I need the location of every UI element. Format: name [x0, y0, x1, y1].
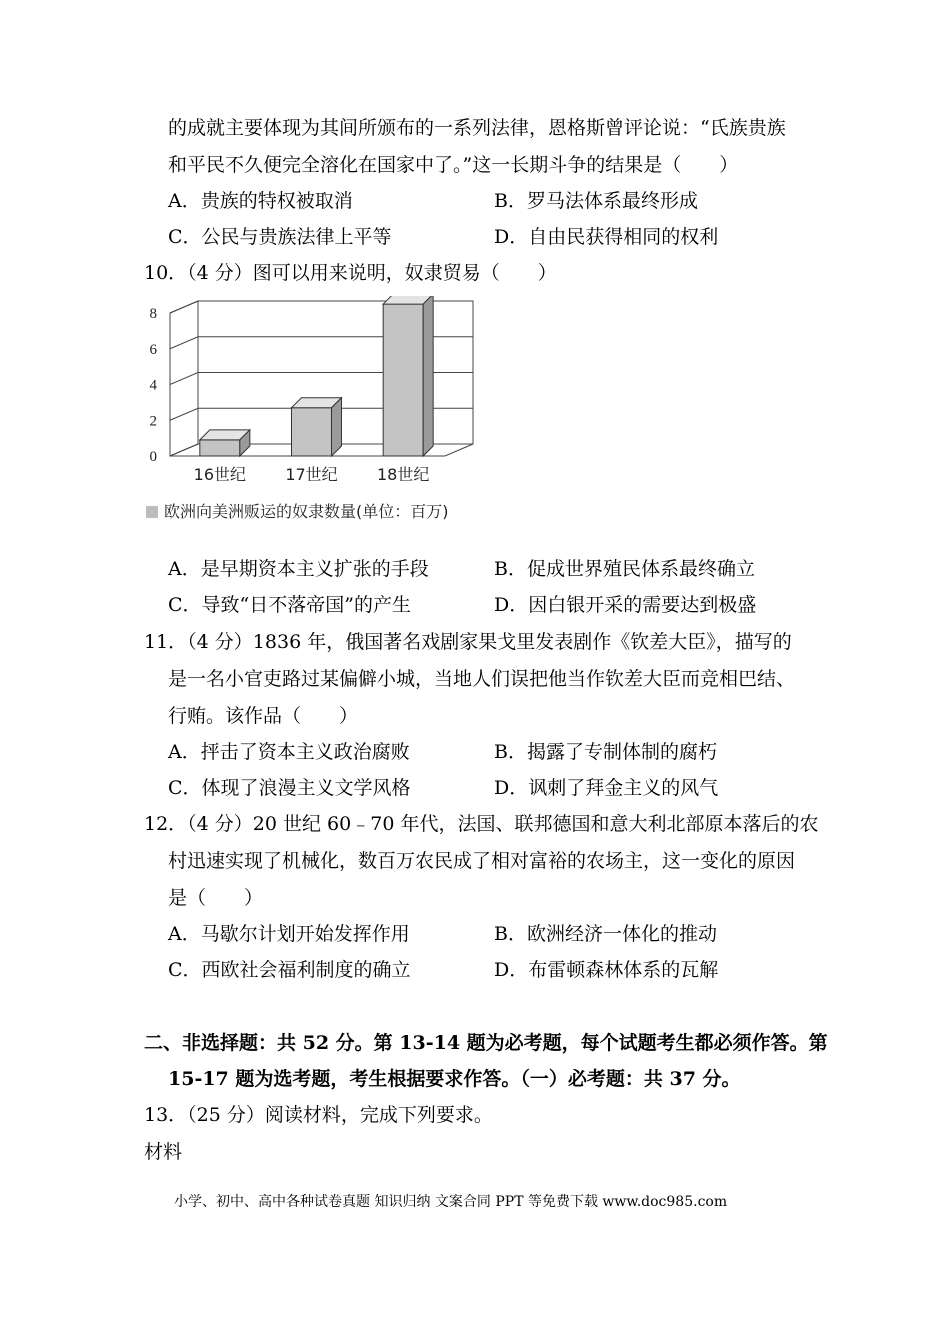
q11-stem-line2: 是一名小官吏路过某偏僻小城，当地人们误把他当作钦差大臣而竞相巴结、	[168, 668, 796, 690]
y-tick-label: 6	[149, 341, 157, 358]
q10-option-d: D．因白银开采的需要达到极盛	[494, 594, 757, 616]
chart-legend	[146, 502, 449, 522]
legend-swatch	[146, 506, 158, 518]
y-tick-label: 0	[149, 449, 157, 465]
q12-option-d: D．布雷顿森林体系的瓦解	[494, 959, 719, 981]
q10-stem: 10．（4 分）图可以用来说明，奴隶贸易（ ）	[144, 262, 557, 284]
x-tick-label: 18世纪	[376, 465, 430, 484]
q9-option-d: D．自由民获得相同的权利	[494, 226, 719, 248]
q9-stem-line1: 的成就主要体现为其间所颁布的一系列法律，恩格斯曾评论说：“氏族贵族	[168, 117, 786, 139]
q10-option-b: B．促成世界殖民体系最终确立	[494, 558, 755, 580]
bar-front-1	[200, 440, 240, 456]
q9-option-c: C．公民与贵族法律上平等	[168, 226, 392, 248]
q10-option-a: A．是早期资本主义扩张的手段	[168, 558, 429, 580]
q13-stem: 13．（25 分）阅读材料，完成下列要求。	[144, 1104, 493, 1126]
page-footer: 小学、初中、高中各种试卷真题 知识归纳 文案合同 PPT 等免费下载 www.doc985.com	[174, 1194, 728, 1210]
x-tick-label: 16世纪	[193, 465, 247, 484]
section2-heading-line1: 二、非选择题：共 52 分。第 13-14 题为必考题，每个试题考生都必须作答。第	[144, 1032, 828, 1054]
q12-stem-line1: 12．（4 分）20 世纪 60﹣70 年代，法国、联邦德国和意大利北部原本落后的农	[144, 813, 819, 835]
q11-option-c: C．体现了浪漫主义文学风格	[168, 777, 411, 799]
y-tick-label: 2	[149, 413, 157, 430]
x-tick-label: 17世纪	[285, 465, 338, 484]
bar-front-2	[292, 408, 332, 456]
q11-stem-line1: 11．（4 分）1836 年，俄国著名戏剧家果戈里发表剧作《钦差大臣》，描写的	[144, 631, 792, 653]
q9-option-a: A．贵族的特权被取消	[168, 190, 353, 212]
q12-option-c: C．西欧社会福利制度的确立	[168, 959, 411, 981]
q9-stem-line2: 和平民不久便完全溶化在国家中了。”这一长期斗争的结果是（ ）	[168, 154, 739, 176]
y-tick-label: 8	[149, 306, 157, 322]
section2-heading-line2: 15-17 题为选考题，考生根据要求作答。（一）必考题：共 37 分。	[168, 1068, 741, 1090]
legend-label: 欧洲向美洲贩运的奴隶数量(单位：百万)	[164, 502, 449, 521]
q13-material-label: 材料	[144, 1141, 183, 1163]
q11-option-a: A．抨击了资本主义政治腐败	[168, 741, 410, 763]
q11-option-b: B．揭露了专制体制的腐朽	[494, 741, 717, 763]
bar-side-2	[332, 398, 342, 456]
bar-front-3	[383, 304, 423, 456]
q12-stem-line3: 是（ ）	[168, 887, 264, 909]
q12-stem-line2: 村迅速实现了机械化，数百万农民成了相对富裕的农场主，这一变化的原因	[168, 850, 796, 872]
bar-side-3	[423, 296, 433, 456]
q9-option-b: B．罗马法体系最终形成	[494, 190, 698, 212]
slave-trade-bar-chart	[140, 296, 485, 496]
q10-option-c: C．导致“日不落帝国”的产生	[168, 594, 411, 616]
q12-option-b: B．欧洲经济一体化的推动	[494, 923, 717, 945]
y-tick-label: 4	[149, 377, 157, 394]
q11-stem-line3: 行贿。该作品（ ）	[168, 705, 359, 727]
q11-option-d: D．讽刺了拜金主义的风气	[494, 777, 719, 799]
q12-option-a: A．马歇尔计划开始发挥作用	[168, 923, 410, 945]
